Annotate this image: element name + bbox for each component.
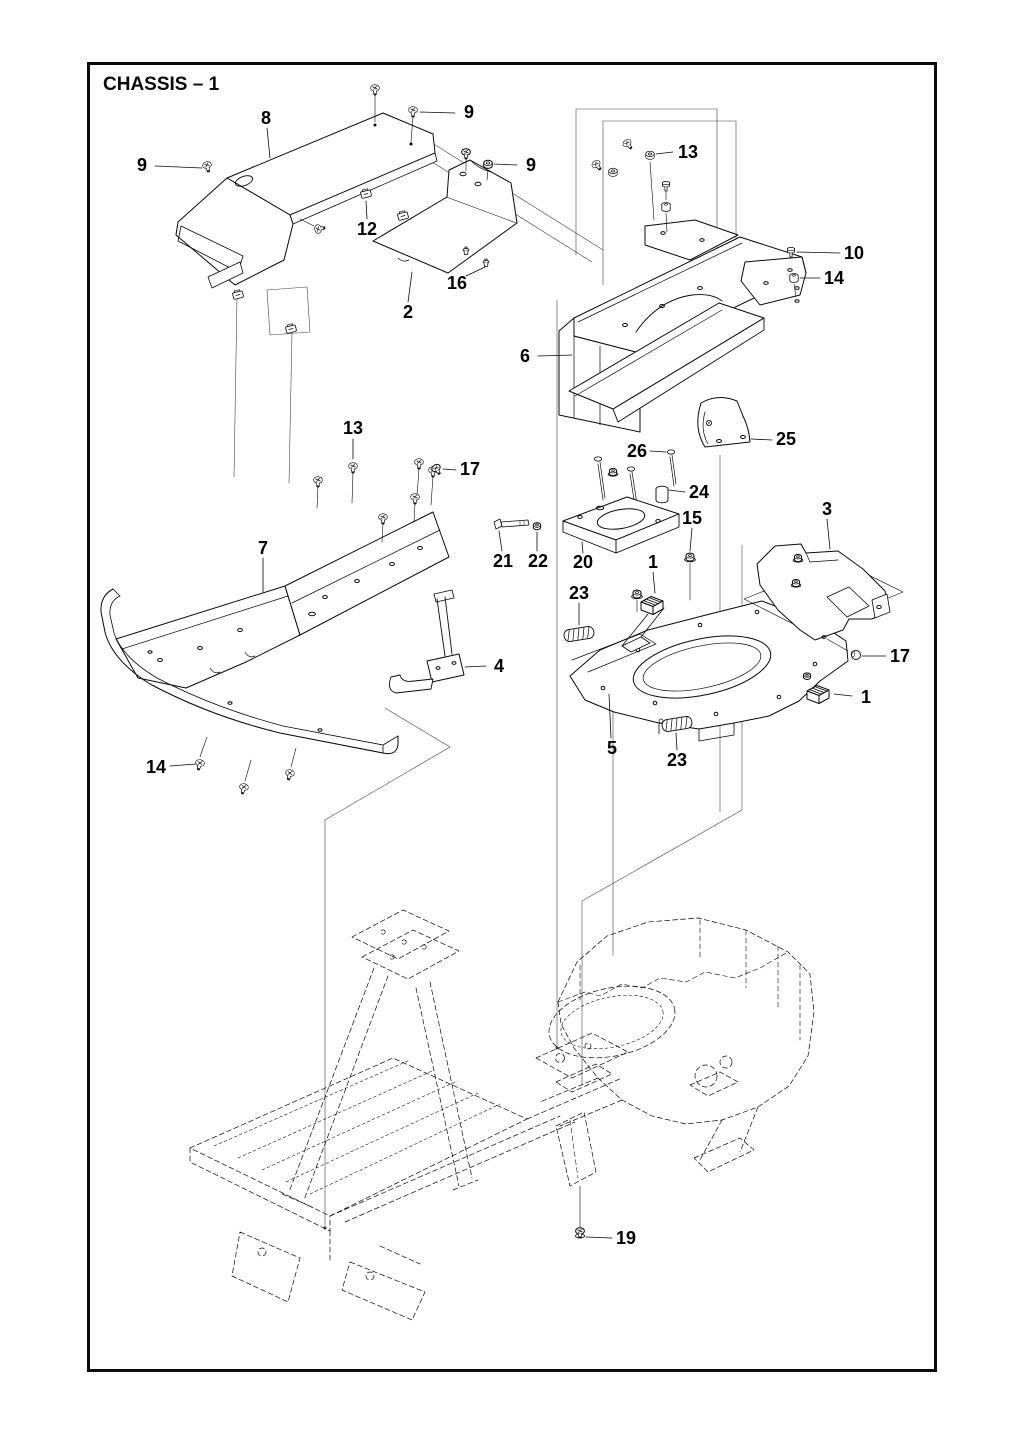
part-7-frame: [116, 512, 454, 688]
part-callout-7: 7: [257, 538, 269, 558]
part-callout-3: 3: [821, 499, 833, 519]
part-callout-1: 1: [647, 552, 659, 572]
page-title: CHASSIS – 1: [103, 74, 220, 95]
part-callout-26: 26: [626, 441, 648, 461]
part-callout-19: 19: [615, 1228, 637, 1248]
part-8-hood: [176, 113, 437, 288]
part-callout-1: 1: [860, 687, 872, 707]
part-24-spacer: [656, 486, 668, 503]
part-callout-15: 15: [681, 508, 703, 528]
part-callout-23: 23: [666, 750, 688, 770]
part-callout-24: 24: [688, 482, 710, 502]
part-callout-9: 9: [525, 155, 537, 175]
part-callout-20: 20: [572, 552, 594, 572]
part-callout-17: 17: [889, 646, 911, 666]
part-callout-10: 10: [843, 243, 865, 263]
part-callout-17: 17: [459, 459, 481, 479]
part-20-bracket: [563, 497, 679, 553]
part-callout-6: 6: [519, 346, 531, 366]
part-callout-4: 4: [493, 656, 505, 676]
part-callout-21: 21: [492, 551, 514, 571]
part-callout-25: 25: [775, 429, 797, 449]
part-callout-14: 14: [145, 757, 167, 777]
part-callout-13: 13: [677, 142, 699, 162]
chassis-ghost-outline: [190, 910, 814, 1320]
part-21-22-bolt-nut: [494, 519, 541, 530]
part-callout-13: 13: [342, 418, 364, 438]
part-callout-9: 9: [136, 155, 148, 175]
part-callout-8: 8: [260, 108, 272, 128]
part-callout-12: 12: [356, 219, 378, 239]
part-4-bracket: [389, 654, 464, 693]
part-6-frame: [559, 220, 806, 432]
part-callout-14: 14: [823, 268, 845, 288]
part-callout-2: 2: [402, 302, 414, 322]
part-callout-23: 23: [568, 583, 590, 603]
part-14-screws: [194, 737, 296, 795]
part-25-bracket: [698, 397, 750, 447]
part-callout-22: 22: [527, 551, 549, 571]
part-callout-9: 9: [463, 102, 475, 122]
part-callout-5: 5: [606, 738, 618, 758]
part-callout-16: 16: [446, 273, 468, 293]
bolt-19: [575, 1186, 584, 1238]
